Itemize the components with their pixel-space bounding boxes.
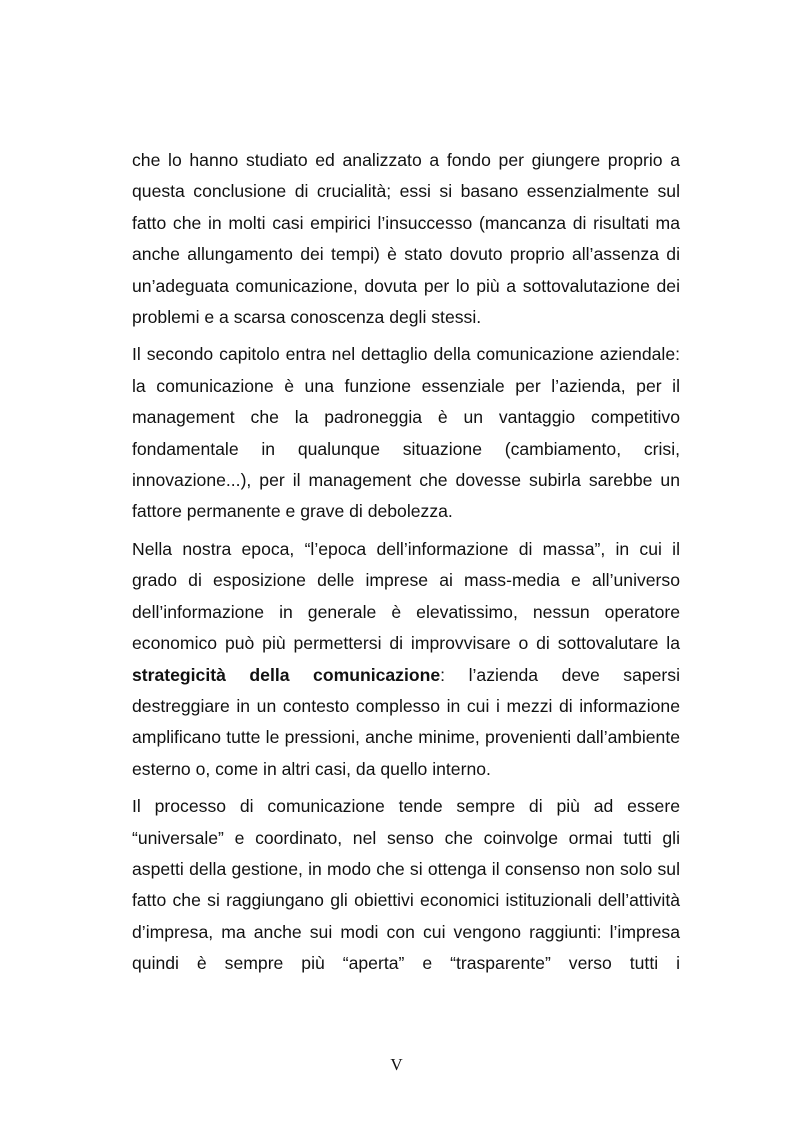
bold-phrase: strategicità della comunicazione bbox=[132, 664, 441, 685]
paragraph-4: Il processo di comunicazione tende sempre di più ad essere “universale” e coordinato, nel senso che coinvolge ormai tutti gli aspetti della gestione, in modo che si ottenga il consenso non solo sul fatto che si raggiungano gli obiettivi economici istituzionali dell’attività d’impresa, ma anche sui modi con cui vengono raggiunti: l’impresa quindi è sempre più “aperta” e “trasparente” verso tutti i bbox=[132, 796, 680, 974]
body-text bbox=[132, 145, 680, 986]
paragraph-2: Il secondo capitolo entra nel dettaglio della comunicazione aziendale: la comunicazione è una funzione essenziale per l’azienda, per il management che la padroneggia è un vantaggio competitivo fondamentale in qualunque situazione (cambiamento, crisi, innovazione...), per il management che dovesse subirla sarebbe un fattore permanente e grave di debolezza. bbox=[132, 344, 680, 522]
paragraph-3 bbox=[132, 534, 680, 785]
paragraph-1: che lo hanno studiato ed analizzato a fondo per giungere proprio a questa conclusione di crucialità; essi si basano essenzialmente sul fatto che in molti casi empirici l’insuccesso (mancanza di risultati ma anche allungamento dei tempi) è stato dovuto proprio all’assenza di un’adeguata comunicazione, dovuta per lo più a sottovalutazione dei problemi e a scarsa conoscenza degli stessi. bbox=[132, 150, 680, 328]
paragraph-3-end: : l’azienda deve sapersi destreggiare in un contesto complesso in cui i mezzi di informazione amplificano tutte le pressioni, anche minime, provenienti dall’ambiente esterno o, come in altri casi, da quello interno. bbox=[132, 664, 680, 779]
page-number: V bbox=[390, 1055, 403, 1074]
paragraph-3-start: Nella nostra epoca, “l’epoca dell’informazione di massa”, in cui il grado di esposizione delle imprese ai mass-media e all’universo dell’informazione in generale è elevatissimo, nessun operatore economico può più permettersi di improvvisare o di sottovalutare la bbox=[132, 538, 680, 654]
